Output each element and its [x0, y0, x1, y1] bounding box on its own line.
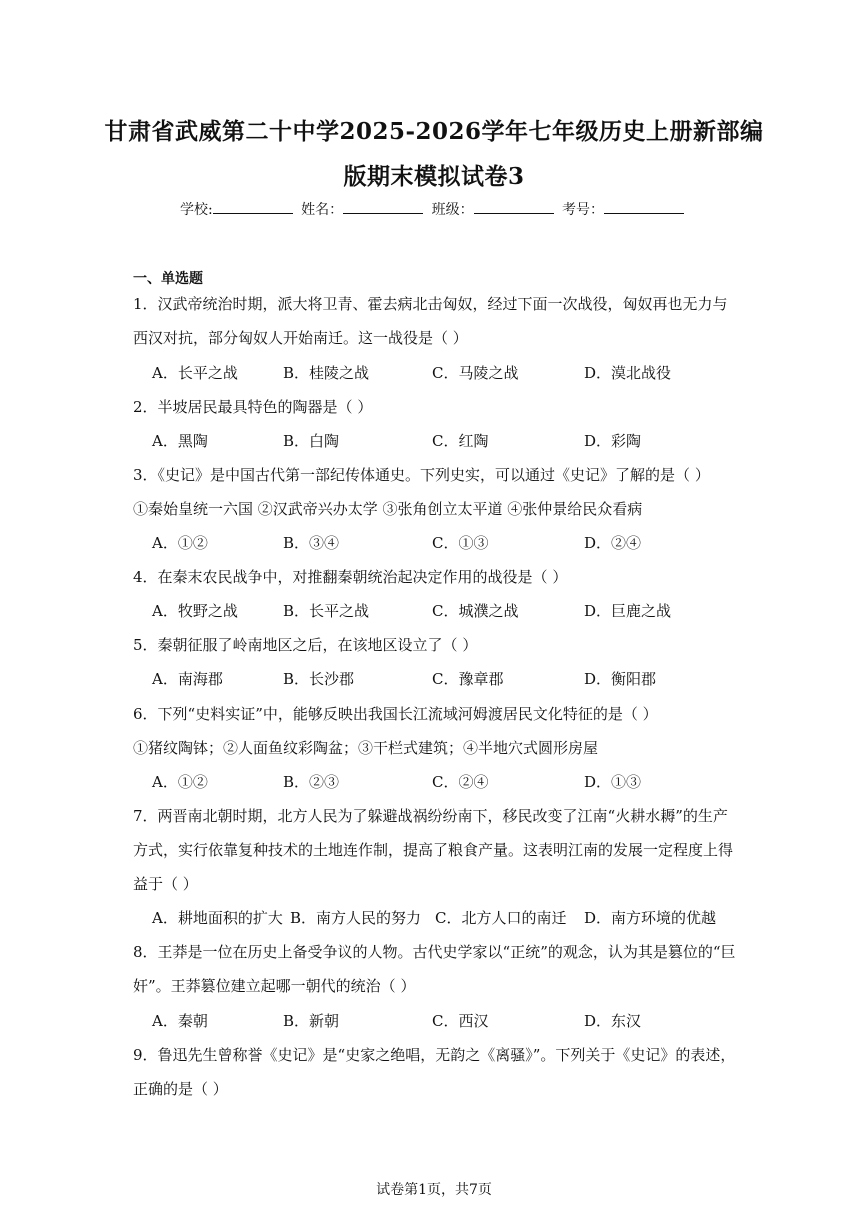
question-7-line-3: 益于（ ） [133, 875, 198, 893]
option-d[interactable]: D．②④ [584, 534, 642, 552]
option-c[interactable]: C．北方人口的南迁 [435, 909, 567, 927]
name-blank[interactable] [343, 199, 423, 214]
option-d[interactable]: D．漠北战役 [584, 364, 672, 382]
option-a[interactable]: A．耕地面积的扩大 [152, 909, 283, 927]
option-c[interactable]: C．马陵之战 [432, 364, 519, 382]
option-c[interactable]: C．西汉 [432, 1012, 489, 1030]
number-label: 考号： [562, 202, 605, 218]
option-b[interactable]: B．②③ [283, 773, 340, 791]
option-c[interactable]: C．豫章郡 [432, 670, 504, 688]
option-c[interactable]: C．红陶 [432, 432, 489, 450]
question-6-line-2: ①猪纹陶钵；②人面鱼纹彩陶盆；③干栏式建筑；④半地穴式圆形房屋 [133, 739, 599, 757]
option-a[interactable]: A．牧野之战 [152, 602, 238, 620]
option-d[interactable]: D．巨鹿之战 [584, 602, 672, 620]
option-a[interactable]: A．秦朝 [152, 1012, 208, 1030]
school-blank[interactable] [213, 199, 293, 214]
option-b[interactable]: B．长平之战 [283, 602, 370, 620]
name-label: 姓名： [301, 202, 344, 218]
option-c[interactable]: C．城濮之战 [432, 602, 519, 620]
option-a[interactable]: A．长平之战 [152, 364, 238, 382]
option-b[interactable]: B．长沙郡 [283, 670, 355, 688]
option-b[interactable]: B．南方人民的努力 [290, 909, 422, 927]
question-3-line-1: 3．《史记》是中国古代第一部纪传体通史。下列史实，可以通过《史记》了解的是（ ） [133, 466, 710, 484]
option-b[interactable]: B．③④ [283, 534, 340, 552]
question-8-line-2: 奸”。王莽篡位建立起哪一朝代的统治（ ） [133, 977, 416, 995]
student-info-row [0, 199, 868, 219]
option-c[interactable]: C．②④ [432, 773, 489, 791]
option-a[interactable]: A．南海郡 [152, 670, 223, 688]
question-5-line-1: 5．秦朝征服了岭南地区之后，在该地区设立了（ ） [133, 636, 478, 654]
option-d[interactable]: D．东汉 [584, 1012, 642, 1030]
question-6-line-1: 6．下列“史料实证”中，能够反映出我国长江流域河姆渡居民文化特征的是（ ） [133, 705, 658, 723]
question-3-line-2: ①秦始皇统一六国 ②汉武帝兴办太学 ③张角创立太平道 ④张仲景给民众看病 [133, 500, 643, 518]
question-4-line-1: 4．在秦末农民战争中，对推翻秦朝统治起决定作用的战役是（ ） [133, 568, 568, 586]
question-7-line-1: 7．两晋南北朝时期，北方人民为了躲避战祸纷纷南下，移民改变了江南“火耕水耨”的生产 [133, 807, 728, 825]
option-d[interactable]: D．衡阳郡 [584, 670, 657, 688]
option-c[interactable]: C．①③ [432, 534, 489, 552]
page-footer: 试卷第1页，共7页 [376, 1182, 492, 1198]
question-9-line-2: 正确的是（ ） [133, 1080, 228, 1098]
number-blank[interactable] [604, 199, 684, 214]
option-a[interactable]: A．①② [152, 773, 208, 791]
option-b[interactable]: B．新朝 [283, 1012, 340, 1030]
section-title: 一、单选题 [133, 271, 203, 287]
question-2-line-1: 2．半坡居民最具特色的陶器是（ ） [133, 398, 373, 416]
class-label: 班级： [431, 202, 474, 218]
question-9-line-1: 9．鲁迅先生曾称誉《史记》是“史家之绝唱，无韵之《离骚》”。下列关于《史记》的表述， [133, 1046, 736, 1064]
option-d[interactable]: D．彩陶 [584, 432, 642, 450]
option-a[interactable]: A．①② [152, 534, 208, 552]
exam-title-line-1: 甘肃省武威第二十中学2025-2026学年七年级历史上册新部编 [104, 118, 764, 145]
school-label: 学校: [179, 202, 213, 218]
option-d[interactable]: D．①③ [584, 773, 642, 791]
question-7-line-2: 方式，实行依靠复种技术的土地连作制，提高了粮食产量。这表明江南的发展一定程度上得 [133, 841, 734, 859]
exam-title-line-2: 版期末模拟试卷3 [343, 163, 525, 190]
question-1-line-2: 西汉对抗，部分匈奴人开始南迁。这一战役是（ ） [133, 329, 468, 347]
option-d[interactable]: D．南方环境的优越 [584, 909, 717, 927]
option-b[interactable]: B．白陶 [283, 432, 340, 450]
class-blank[interactable] [474, 199, 554, 214]
question-8-line-1: 8．王莽是一位在历史上备受争议的人物。古代史学家以“正统”的观念，认为其是篡位的“巨 [133, 943, 736, 961]
option-a[interactable]: A．黑陶 [152, 432, 208, 450]
question-1-line-1: 1．汉武帝统治时期，派大将卫青、霍去病北击匈奴，经过下面一次战役，匈奴再也无力与 [133, 295, 728, 313]
option-b[interactable]: B．桂陵之战 [283, 364, 370, 382]
